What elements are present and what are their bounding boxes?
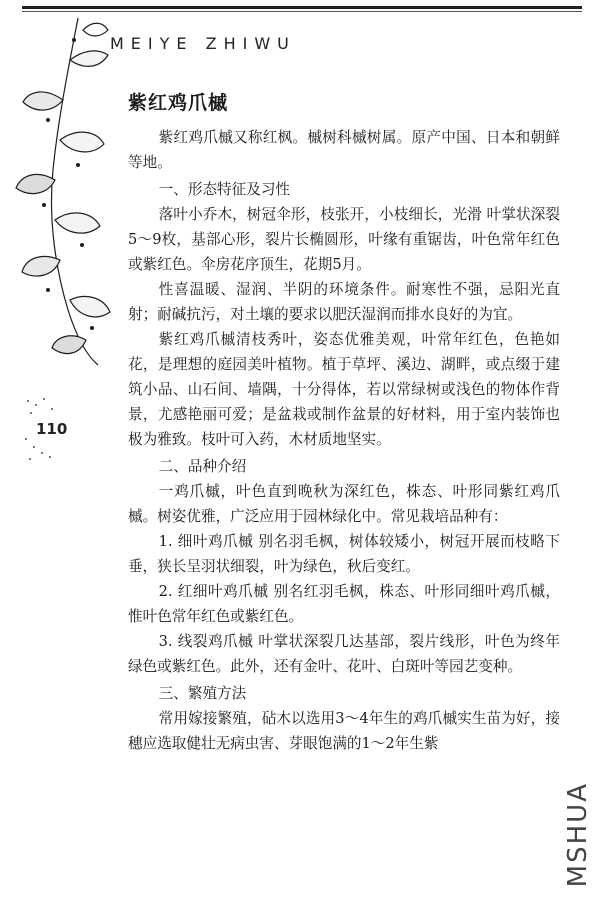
paragraph: 落叶小乔木，树冠伞形，枝张开，小枝细长，光滑 叶掌状深裂5～9枚，基部心形，裂片长椭圆形，叶缘有重锯齿，叶色常年红色或紫红色。伞房花序顶生，花期5月。 xyxy=(128,206,560,273)
paragraph: 紫红鸡爪槭又称红枫。槭树科槭树属。原产中国、日本和朝鲜等地。 xyxy=(128,129,560,171)
section-heading: 一、形态特征及习性 xyxy=(158,181,291,198)
article-body xyxy=(128,88,560,756)
top-rule xyxy=(22,6,582,9)
paragraph: 性喜温暖、湿润、半阴的环境条件。耐寒性不强，忌阳光直射；耐碱抗污，对土壤的要求以肥沃湿润而排水良好的为宜。 xyxy=(128,281,560,323)
vine-illustration xyxy=(8,10,120,370)
paragraph: 2. 红细叶鸡爪槭 别名红羽毛枫，株态、叶形同细叶鸡爪槭，惟叶色常年红色或紫红色。 xyxy=(128,583,560,625)
article-title: 紫红鸡爪槭 xyxy=(128,92,229,114)
section-heading: 二、品种介绍 xyxy=(158,458,247,475)
running-header: MEIYE ZHIWU xyxy=(110,34,296,53)
page-number: 110 xyxy=(36,420,68,438)
paragraph: 一鸡爪槭，叶色直到晚秋为深红色，株态、叶形同紫红鸡爪槭。树姿优雅，广泛应用于园林绿化中。常见栽培品种有： xyxy=(128,483,560,525)
paragraph: 1. 细叶鸡爪槭 别名羽毛枫，树体较矮小，树冠开展而枝略下垂，狭长呈羽状细裂，叶为绿色，秋后变红。 xyxy=(128,533,560,575)
paragraph: 常用嫁接繁殖，砧木以选用3～4年生的鸡爪槭实生苗为好，接穗应选取健壮无病虫害、芽眼饱满的1～2年生紫 xyxy=(128,710,560,752)
watermark: MSHUA xyxy=(563,781,593,887)
paragraph: 紫红鸡爪槭清枝秀叶，姿态优雅美观，叶常年红色，色艳如花，是理想的庭园美叶植物。植于草坪、溪边、湖畔，或点缀于建筑小品、山石间、墙隅，十分得体，若以常绿树或浅色的物体作背景，尤感艳丽可爱；是盆栽或制作盆景的好材料，用于室内装饰也极为雅致。枝叶可入药，木材质地坚实。 xyxy=(128,331,560,448)
section-heading: 三、繁殖方法 xyxy=(158,685,247,702)
paragraph: 3. 线裂鸡爪槭 叶掌状深裂几达基部，裂片线形，叶色为终年绿色或紫红色。此外，还有金叶、花叶、白斑叶等园艺变种。 xyxy=(128,633,560,675)
paragraph-list xyxy=(128,125,560,756)
